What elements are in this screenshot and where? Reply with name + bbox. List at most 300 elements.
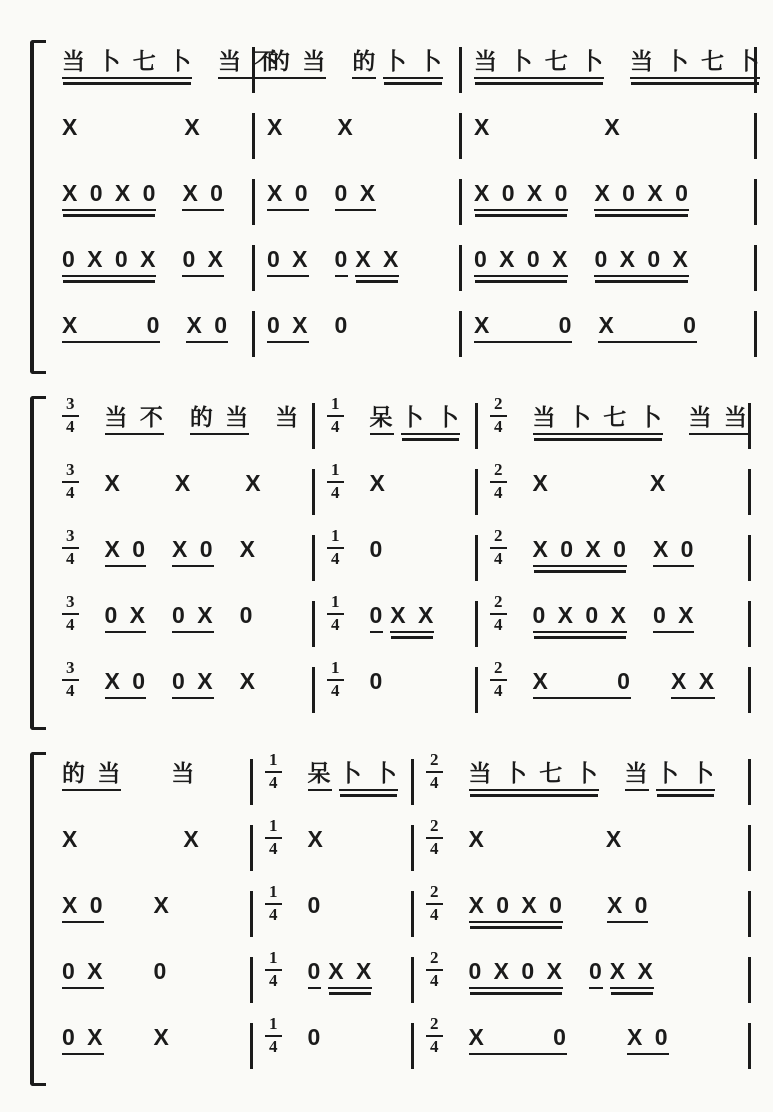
ts-denominator: 4 (430, 904, 439, 924)
barline (754, 311, 757, 357)
note-group (154, 958, 168, 989)
measure (327, 460, 463, 502)
time-signature (327, 593, 344, 634)
ts-denominator: 4 (430, 970, 439, 990)
note-segment: X 0 X 0 (594, 180, 688, 211)
note-segment: 0 (370, 602, 384, 633)
ts-numerator: 1 (327, 527, 344, 549)
note-segment: X 0 (474, 312, 572, 343)
system-bracket (30, 396, 46, 730)
barline (748, 891, 751, 937)
note-segment: 0 (369, 668, 384, 694)
note-segment: 0 X 0 X (62, 246, 156, 277)
note-segment: 当 (625, 760, 649, 791)
note-segment: X 0 (653, 536, 695, 567)
note-segment: 当 (171, 760, 196, 786)
note-group (370, 536, 384, 567)
time-signature (426, 1015, 443, 1056)
barline (250, 1023, 253, 1069)
barline (748, 667, 751, 713)
part-5-row (62, 310, 755, 376)
barline (252, 311, 255, 357)
percussion-score (30, 46, 761, 1088)
note-group (182, 246, 224, 277)
measure (62, 178, 240, 211)
note-segment: X 0 (62, 892, 104, 923)
time-signature (327, 395, 344, 436)
time-signature (62, 461, 79, 502)
measure (267, 310, 447, 343)
note-group (352, 48, 442, 79)
measure (62, 592, 300, 634)
note-segment: X 0 X 0 (62, 180, 156, 211)
note-segment: 0 (307, 892, 322, 918)
measure (62, 46, 278, 79)
measure (474, 46, 761, 79)
ts-numerator: 3 (62, 461, 79, 483)
time-signature (327, 659, 344, 700)
note-segment: X 0 (627, 1024, 669, 1055)
note-segment: X (369, 470, 386, 496)
note-segment: 0 (239, 602, 254, 628)
ts-numerator: 1 (265, 949, 282, 971)
note-segment: X 0 (182, 180, 224, 211)
note-group (308, 760, 398, 791)
ts-denominator: 4 (331, 614, 340, 634)
note-segment: 卜 卜 (656, 760, 715, 791)
note-group (469, 1024, 567, 1055)
note-group (62, 958, 104, 989)
ts-denominator: 4 (269, 772, 278, 792)
note-segment: X (239, 668, 256, 694)
measure (265, 1014, 399, 1056)
note-group (474, 114, 490, 145)
barline (748, 535, 751, 581)
ts-numerator: 1 (327, 395, 344, 417)
system-2 (30, 394, 755, 732)
measure (426, 1014, 736, 1056)
note-segment: 当 卜 七 卜 (62, 48, 192, 79)
measure (265, 882, 399, 924)
time-signature (62, 659, 79, 700)
note-group (62, 826, 78, 857)
note-segment: 0 X 0 X (533, 602, 627, 633)
barline (475, 535, 478, 581)
note-group (182, 180, 224, 211)
barline (312, 403, 315, 449)
note-group (533, 536, 627, 567)
note-group (184, 114, 200, 145)
ts-denominator: 4 (66, 680, 75, 700)
time-signature (426, 817, 443, 858)
note-group (689, 404, 748, 435)
measure (62, 460, 300, 502)
barline (748, 469, 751, 515)
note-group (533, 602, 627, 633)
measure (62, 1022, 238, 1055)
part-4-row (62, 948, 755, 1022)
note-segment: 0 X 0 X (594, 246, 688, 277)
note-segment: X (62, 114, 79, 140)
note-group (267, 180, 309, 211)
note-group (594, 180, 688, 211)
note-group (308, 892, 322, 923)
note-group (175, 470, 191, 501)
ts-denominator: 4 (269, 838, 278, 858)
time-signature (327, 461, 344, 502)
note-segment: X X (671, 668, 715, 699)
measure (62, 394, 300, 436)
note-segment: X (174, 470, 192, 496)
note-segment: 当 卜 七 卜 (630, 48, 760, 79)
part-3-row (62, 882, 755, 956)
ts-numerator: 1 (327, 593, 344, 615)
barline (312, 667, 315, 713)
ts-denominator: 4 (494, 548, 503, 568)
ts-numerator: 3 (62, 527, 79, 549)
note-group (186, 312, 228, 343)
note-segment: X X (328, 958, 372, 989)
part-1-row (62, 750, 755, 824)
ts-numerator: 2 (426, 751, 443, 773)
measure (327, 394, 463, 436)
measure (426, 882, 736, 924)
barline (252, 179, 255, 225)
note-group (275, 404, 299, 435)
ts-numerator: 2 (426, 817, 443, 839)
note-group (240, 602, 254, 633)
ts-numerator: 1 (265, 1015, 282, 1037)
note-segment: X (532, 470, 549, 496)
ts-numerator: 2 (490, 659, 507, 681)
measure (62, 890, 238, 923)
measure (490, 658, 736, 700)
measure (490, 592, 736, 634)
ts-numerator: 1 (327, 659, 344, 681)
note-group (267, 312, 309, 343)
note-segment: X 0 (533, 668, 631, 699)
note-group (105, 470, 121, 501)
note-group (105, 536, 147, 567)
ts-denominator: 4 (494, 614, 503, 634)
ts-denominator: 4 (331, 680, 340, 700)
measure (62, 658, 300, 700)
note-group (607, 892, 649, 923)
note-group (245, 470, 261, 501)
measure (490, 526, 736, 568)
note-group (62, 1024, 104, 1055)
barline (754, 245, 757, 291)
ts-denominator: 4 (269, 904, 278, 924)
note-segment: 0 X (62, 958, 104, 989)
note-group (630, 48, 760, 79)
part-4-row (62, 244, 755, 310)
note-segment: 0 (307, 1024, 322, 1050)
barline (411, 759, 414, 805)
note-group (653, 536, 695, 567)
note-group (183, 826, 199, 857)
note-segment: X (474, 114, 491, 140)
note-group (308, 826, 324, 857)
note-group (533, 404, 663, 435)
note-segment: X (153, 1024, 170, 1050)
time-signature (426, 949, 443, 990)
time-signature (62, 395, 79, 436)
note-segment: X 0 X 0 (469, 892, 563, 923)
barline (748, 403, 751, 449)
note-group (267, 48, 326, 79)
note-group (154, 892, 170, 923)
note-segment: 的 (352, 48, 376, 79)
ts-numerator: 2 (426, 883, 443, 905)
measure (490, 394, 749, 436)
measure (265, 750, 399, 792)
time-signature (265, 883, 282, 924)
note-segment: X 0 X 0 (474, 180, 568, 211)
ts-denominator: 4 (66, 482, 75, 502)
note-group (335, 312, 349, 343)
note-group (604, 114, 620, 145)
note-segment: 当 不 (105, 404, 164, 435)
system-bracket (30, 752, 46, 1086)
part-5-row (62, 1014, 755, 1088)
note-group (474, 246, 568, 277)
note-segment: X 0 (607, 892, 649, 923)
ts-numerator: 2 (490, 461, 507, 483)
measure (474, 178, 742, 211)
note-group (105, 602, 147, 633)
note-segment: 当 当 (689, 404, 748, 435)
note-segment: 当 卜 七 卜 (469, 760, 599, 791)
measure (62, 526, 300, 568)
note-segment: X (604, 114, 621, 140)
ts-numerator: 1 (265, 751, 282, 773)
ts-denominator: 4 (269, 1036, 278, 1056)
time-signature (327, 527, 344, 568)
note-segment: X 0 X 0 (533, 536, 627, 567)
note-segment: 0 X (267, 246, 309, 277)
note-group (308, 958, 373, 989)
note-group (474, 180, 568, 211)
note-group (671, 668, 715, 699)
part-3-row (62, 178, 755, 244)
note-segment: X (605, 826, 623, 852)
part-4-row (62, 592, 755, 666)
time-signature (265, 751, 282, 792)
note-group (154, 1024, 170, 1055)
part-1-row (62, 394, 755, 468)
ts-denominator: 4 (494, 416, 503, 436)
ts-denominator: 4 (331, 482, 340, 502)
note-group (190, 404, 249, 435)
note-group (62, 180, 156, 211)
barline (312, 601, 315, 647)
barline (312, 535, 315, 581)
note-segment: 呆 (370, 404, 394, 435)
time-signature (426, 883, 443, 924)
barline (252, 113, 255, 159)
barline (459, 311, 462, 357)
note-segment: X (153, 892, 170, 918)
note-group (625, 760, 715, 791)
note-group (533, 668, 631, 699)
measure (265, 816, 399, 858)
ts-denominator: 4 (331, 416, 340, 436)
barline (252, 245, 255, 291)
note-group (469, 958, 563, 989)
note-group (370, 470, 386, 501)
note-segment: X 0 (105, 536, 147, 567)
note-segment: X (468, 826, 485, 852)
note-segment: X 0 (172, 536, 214, 567)
note-segment: 的 当 (62, 760, 121, 791)
time-signature (265, 817, 282, 858)
ts-denominator: 4 (66, 548, 75, 568)
note-group (335, 180, 377, 211)
note-segment: 卜 卜 (383, 48, 442, 79)
part-2-row (62, 460, 755, 534)
ts-numerator: 1 (265, 883, 282, 905)
ts-numerator: 3 (62, 395, 79, 417)
measure (474, 112, 742, 145)
note-group (335, 246, 400, 277)
ts-numerator: 3 (62, 593, 79, 615)
note-segment: X (245, 470, 262, 496)
barline (411, 891, 414, 937)
note-segment: X 0 (469, 1024, 567, 1055)
ts-denominator: 4 (430, 772, 439, 792)
ts-denominator: 4 (494, 680, 503, 700)
note-segment: 的 当 (267, 48, 326, 79)
note-group (172, 668, 214, 699)
system-1 (30, 46, 761, 376)
measure (327, 526, 463, 568)
note-segment: X (239, 536, 256, 562)
ts-denominator: 4 (494, 482, 503, 502)
barline (754, 179, 757, 225)
note-segment: 呆 (308, 760, 332, 791)
note-segment: X (267, 114, 284, 140)
ts-numerator: 2 (426, 1015, 443, 1037)
note-segment: 0 X (172, 668, 214, 699)
note-group (533, 470, 549, 501)
note-group (267, 246, 309, 277)
ts-denominator: 4 (430, 1036, 439, 1056)
barline (748, 1023, 751, 1069)
note-segment: X 0 (598, 312, 696, 343)
ts-numerator: 1 (265, 817, 282, 839)
ts-numerator: 2 (490, 527, 507, 549)
note-group (594, 246, 688, 277)
time-signature (426, 751, 443, 792)
note-segment: 0 (589, 958, 603, 989)
note-segment: X 0 (267, 180, 309, 211)
note-group (337, 114, 353, 145)
note-group (474, 312, 572, 343)
system-3 (30, 750, 755, 1088)
measure (265, 948, 399, 990)
note-segment: 0 (369, 536, 384, 562)
note-segment: X (104, 470, 121, 496)
note-segment: 0 X 0 X (469, 958, 563, 989)
note-group (62, 246, 156, 277)
note-segment: 的 当 (190, 404, 249, 435)
ts-denominator: 4 (269, 970, 278, 990)
note-segment: 0 X (105, 602, 147, 633)
note-segment: 卜 卜 (339, 760, 398, 791)
time-signature (490, 593, 507, 634)
note-segment: 0 (334, 312, 349, 338)
measure (62, 824, 238, 857)
note-group (469, 760, 599, 791)
note-segment: X (62, 826, 79, 852)
part-5-row (62, 658, 755, 732)
measure (62, 112, 240, 145)
note-segment: 0 X (182, 246, 224, 277)
note-segment: X X (390, 602, 434, 633)
measure (327, 592, 463, 634)
barline (475, 403, 478, 449)
ts-denominator: 4 (430, 838, 439, 858)
measure (62, 310, 240, 343)
measure (426, 816, 736, 858)
ts-numerator: 2 (490, 593, 507, 615)
note-group (606, 826, 622, 857)
barline (459, 47, 462, 93)
note-group (589, 958, 654, 989)
time-signature (490, 527, 507, 568)
measure (62, 758, 238, 791)
note-group (267, 114, 283, 145)
barline (459, 179, 462, 225)
note-segment: 0 (335, 246, 349, 277)
barline (475, 667, 478, 713)
note-segment: 当 不 (218, 48, 277, 79)
measure (426, 948, 736, 990)
barline (411, 825, 414, 871)
barline (748, 957, 751, 1003)
barline (250, 759, 253, 805)
note-group (598, 312, 696, 343)
barline (475, 601, 478, 647)
ts-numerator: 1 (327, 461, 344, 483)
note-segment: X (184, 114, 201, 140)
note-group (171, 760, 195, 791)
note-group (653, 602, 695, 633)
barline (754, 113, 757, 159)
note-segment: X 0 (62, 312, 160, 343)
barline (748, 601, 751, 647)
note-segment: 0 X (653, 602, 695, 633)
note-group (172, 536, 214, 567)
note-segment: X (337, 114, 354, 140)
note-segment: X (307, 826, 324, 852)
note-group (627, 1024, 669, 1055)
barline (312, 469, 315, 515)
measure (267, 178, 447, 211)
part-1-row (62, 46, 761, 112)
measure (267, 112, 447, 145)
ts-numerator: 2 (490, 395, 507, 417)
measure (490, 460, 736, 502)
ts-denominator: 4 (331, 548, 340, 568)
time-signature (62, 527, 79, 568)
barline (250, 957, 253, 1003)
note-group (62, 114, 78, 145)
note-group (308, 1024, 322, 1055)
note-group (469, 826, 485, 857)
time-signature (490, 659, 507, 700)
